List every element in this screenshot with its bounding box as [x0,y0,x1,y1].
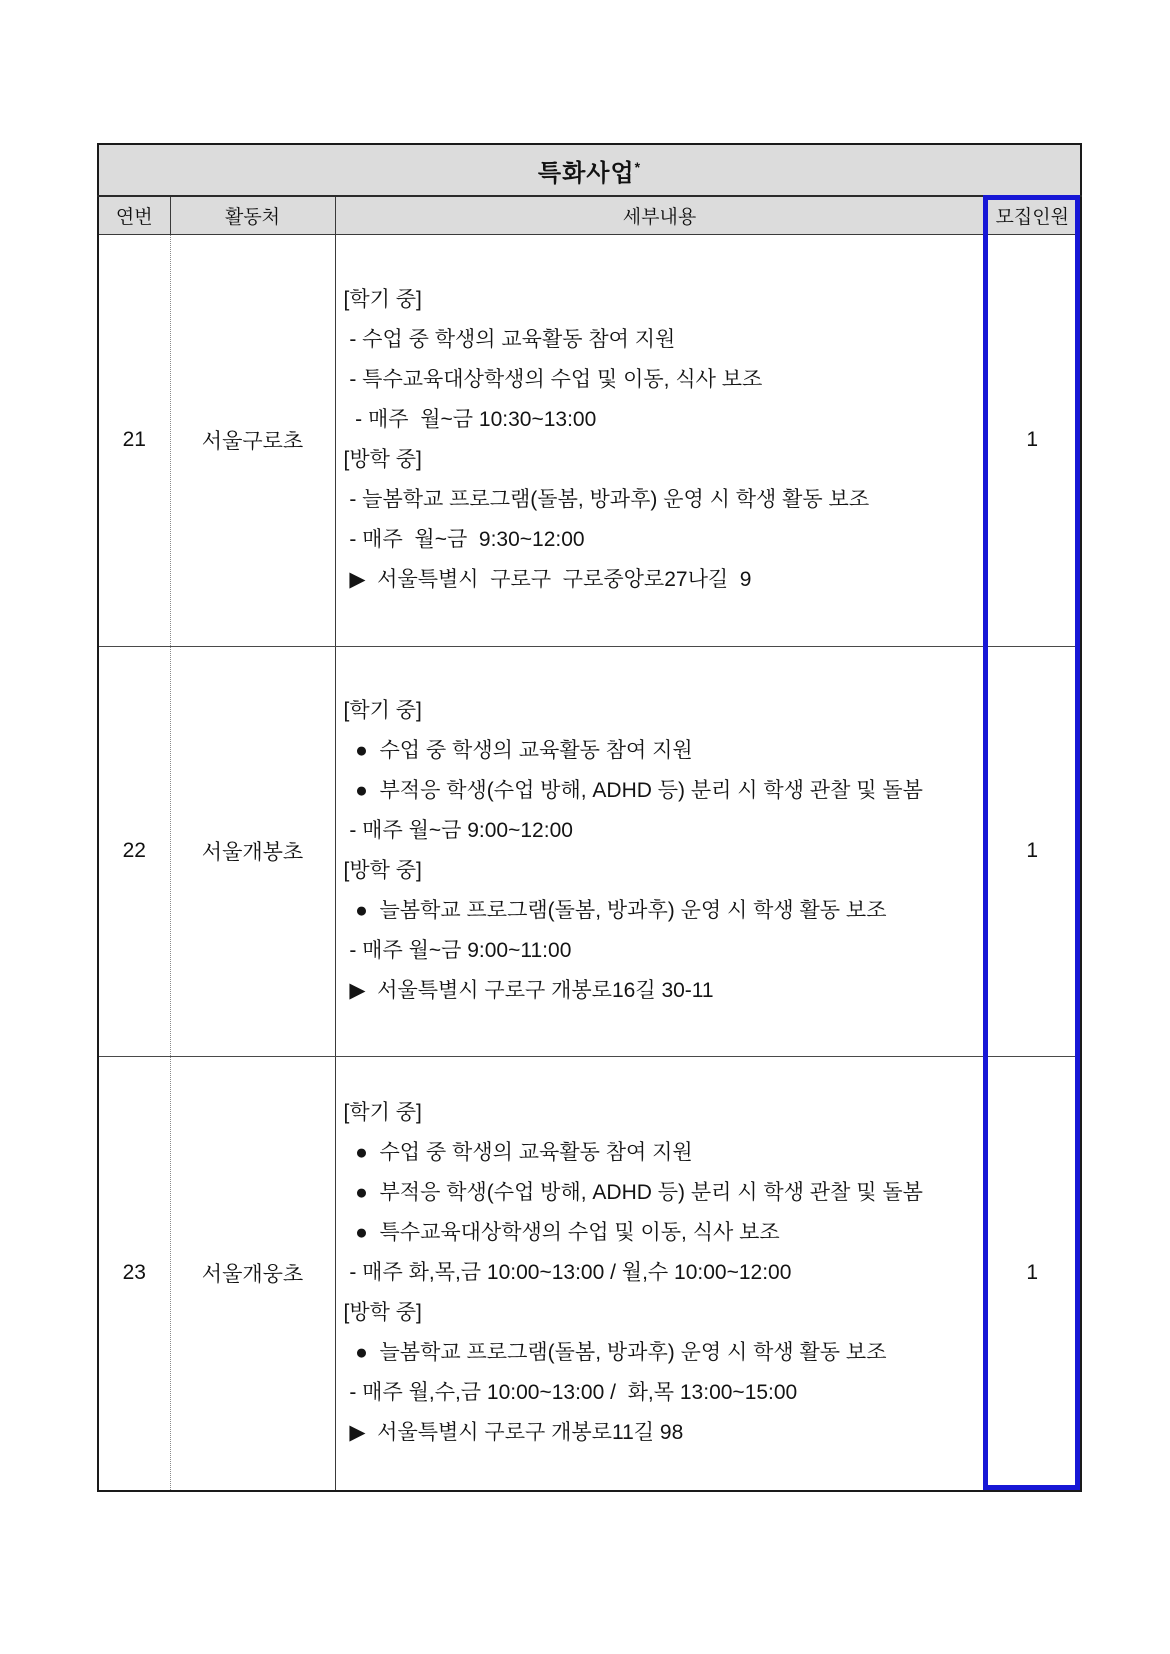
program-table [97,143,1082,1492]
detail-line: ● 수업 중 학생의 교육활동 참여 지원 [343,1141,693,1165]
row-number-cell: 21 [98,234,170,646]
column-header-details: 세부내용 [335,196,984,234]
detail-line: ● 부적응 학생(수업 방해, ADHD 등) 분리 시 학생 관찰 및 돌봄 [343,1181,923,1205]
detail-line: - 매주 월,수,금 10:00~13:00 / 화,목 13:00~15:00 [343,1381,798,1405]
table-body [98,234,1081,1491]
column-header-no: 연번 [98,196,170,234]
detail-line: ● 늘봄학교 프로그램(돌봄, 방과후) 운영 시 학생 활동 보조 [343,899,887,922]
detail-line: [방학 중] [343,859,422,882]
detail-line: - 매주 월~금 9:30~12:00 [343,528,585,551]
detail-line: [학기 중] [343,699,422,722]
detail-line: [방학 중] [343,448,422,471]
table-row [98,234,1081,646]
column-header-place: 활동처 [170,196,335,234]
activity-place-cell: 서울구로초 [170,234,335,646]
detail-line: ▶ 서울특별시 구로구 개봉로16길 30-11 [343,979,714,1002]
detail-line: - 특수교육대상학생의 수업 및 이동, 식사 보조 [343,368,763,391]
detail-line: [방학 중] [343,1301,422,1325]
table-title-text: 특화사업 [537,159,635,187]
activity-place-cell: 서울개봉초 [170,646,335,1056]
detail-line: ● 부적응 학생(수업 방해, ADHD 등) 분리 시 학생 관찰 및 돌봄 [343,779,923,802]
detail-line: ● 특수교육대상학생의 수업 및 이동, 식사 보조 [343,1221,780,1245]
detail-line: ● 늘봄학교 프로그램(돌봄, 방과후) 운영 시 학생 활동 보조 [343,1341,887,1365]
table-row [98,646,1081,1056]
program-table-wrap [97,143,1080,1490]
row-number-cell: 22 [98,646,170,1056]
detail-line: ● 수업 중 학생의 교육활동 참여 지원 [343,739,693,762]
table-title-row [98,144,1081,196]
detail-line: [학기 중] [343,288,422,311]
detail-line: [학기 중] [343,1101,422,1125]
detail-line: - 매주 월~금 9:00~12:00 [343,819,573,842]
details-cell [335,1056,984,1491]
detail-line: ▶ 서울특별시 구로구 개봉로11길 98 [343,1421,684,1445]
activity-place-cell: 서울개웅초 [170,1056,335,1491]
details-cell [335,646,984,1056]
detail-line: ▶ 서울특별시 구로구 구로중앙로27나길 9 [343,568,752,591]
recruit-count-cell: 1 [984,234,1081,646]
table-title-asterisk: * [634,158,642,175]
detail-line: - 매주 화,목,금 10:00~13:00 / 월,수 10:00~12:00 [343,1261,792,1285]
table-header-row [98,196,1081,234]
detail-line: - 늘봄학교 프로그램(돌봄, 방과후) 운영 시 학생 활동 보조 [343,488,870,511]
details-cell [335,234,984,646]
detail-line: - 매주 월~금 10:30~13:00 [343,408,597,431]
detail-line: - 수업 중 학생의 교육활동 참여 지원 [343,328,676,351]
recruit-count-cell: 1 [1026,1261,1039,1285]
recruit-count-cell: 1 [984,646,1081,1056]
detail-line: - 매주 월~금 9:00~11:00 [343,939,572,962]
column-header-recruit-count: 모집인원 [984,196,1081,234]
table-title [98,144,1081,196]
table-row [98,1056,1081,1491]
row-number-cell: 23 [98,1056,170,1491]
